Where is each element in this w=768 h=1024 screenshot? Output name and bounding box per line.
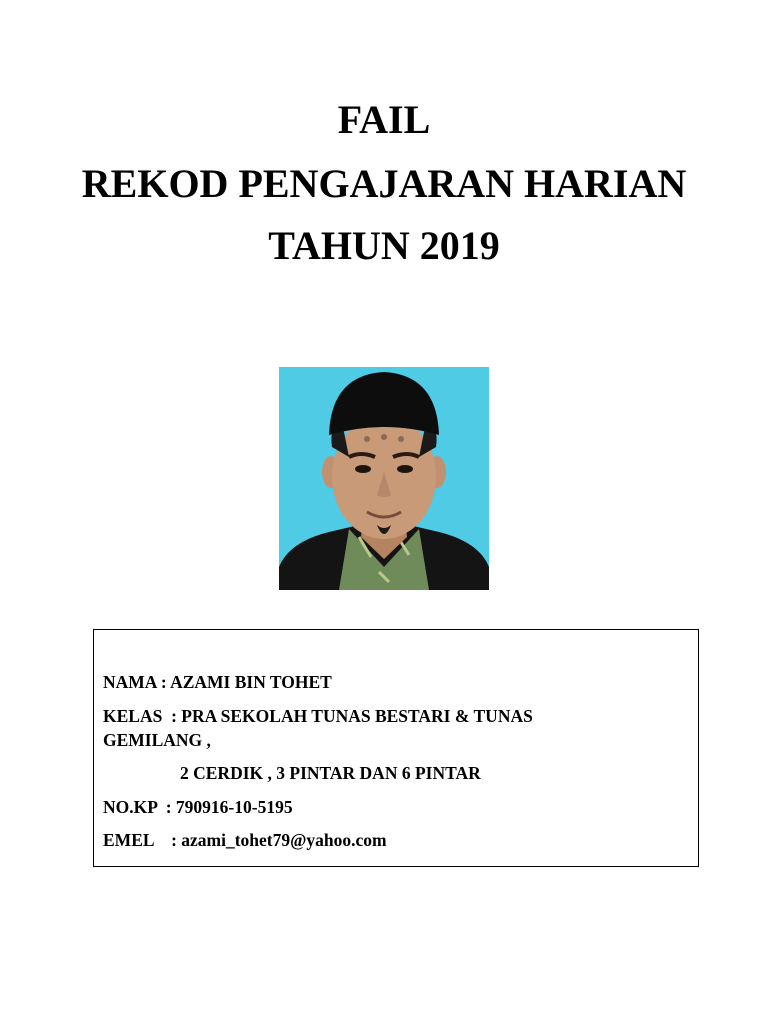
portrait-photo: [279, 367, 489, 590]
info-emel: EMEL : azami_tohet79@yahoo.com: [103, 830, 387, 850]
info-box: [93, 629, 699, 867]
info-nokp: NO.KP : 790916-10-5195: [103, 797, 293, 817]
title-tahun: TAHUN 2019: [268, 223, 500, 268]
info-nama: NAMA : AZAMI BIN TOHET: [103, 672, 332, 692]
info-kelas-line3: 2 CERDIK , 3 PINTAR DAN 6 PINTAR: [180, 763, 481, 783]
title-fail: FAIL: [337, 97, 431, 142]
info-kelas-line2: GEMILANG ,: [103, 730, 211, 750]
info-kelas-line1: KELAS : PRA SEKOLAH TUNAS BESTARI & TUNAS: [103, 706, 533, 726]
title-rekod-pengajaran-harian: REKOD PENGAJARAN HARIAN: [81, 161, 687, 206]
